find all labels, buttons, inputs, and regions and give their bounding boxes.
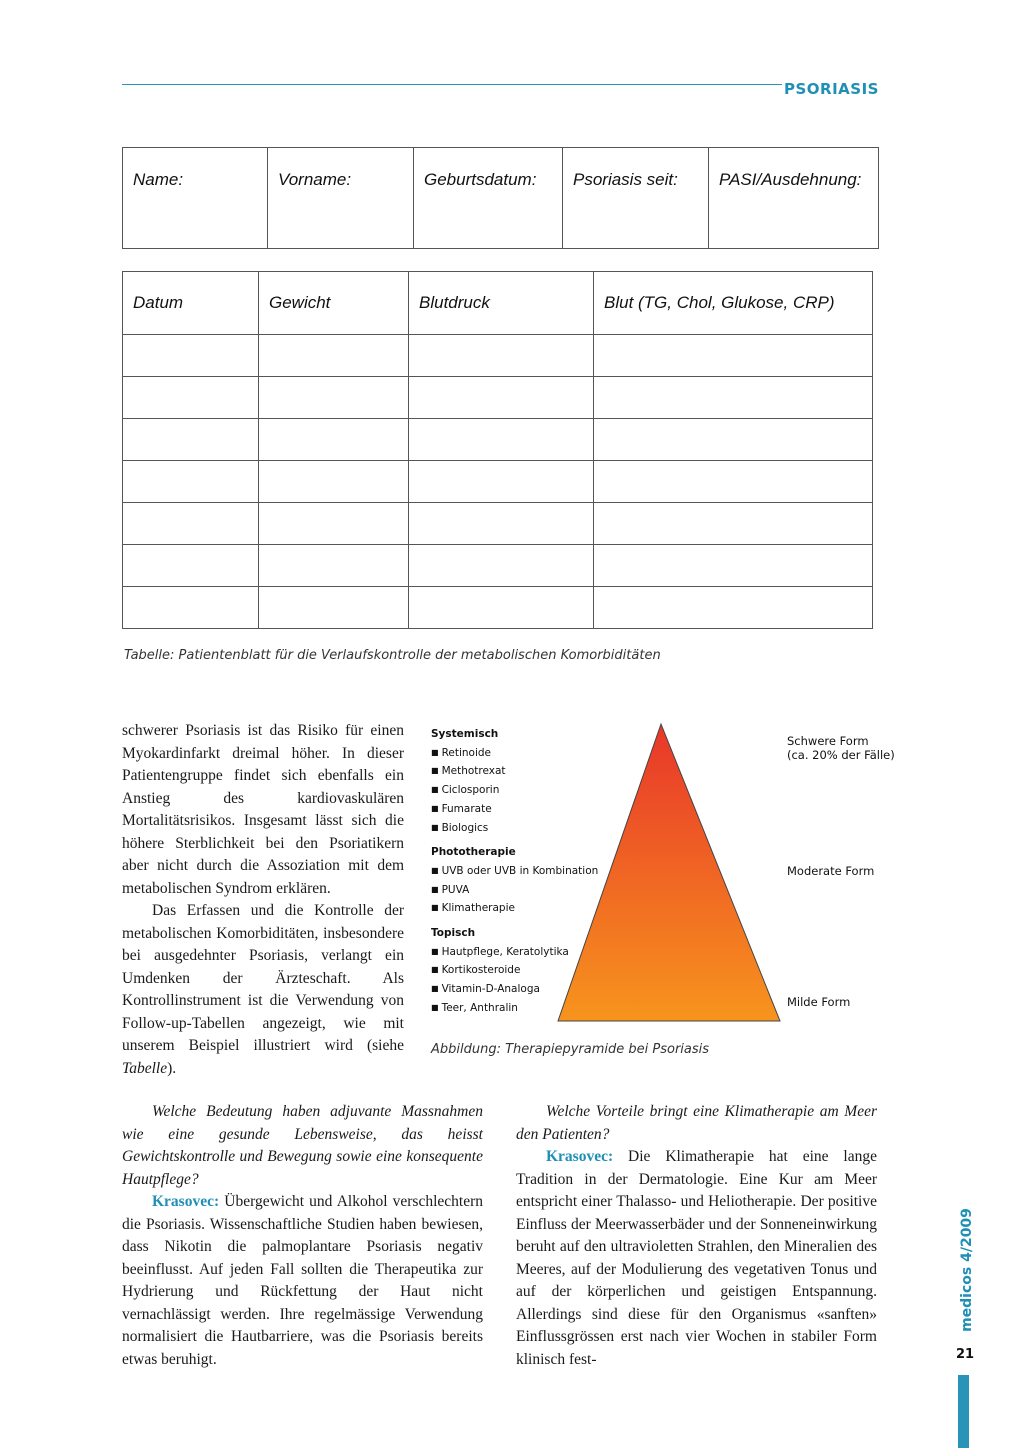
- empty-cell: [594, 587, 873, 629]
- therapy-item: ■ Biologics: [431, 819, 601, 838]
- table-reference: Tabelle: [122, 1059, 168, 1077]
- empty-cell: [409, 545, 594, 587]
- magazine-issue: [954, 1195, 980, 1345]
- interview-answer: [516, 1146, 877, 1371]
- therapy-item: ■ Klimatherapie: [431, 899, 601, 918]
- table-row: [123, 419, 873, 461]
- table-row: [123, 587, 873, 629]
- empty-cell: [259, 461, 409, 503]
- header-cell-datum: Datum: [123, 272, 259, 335]
- empty-cell: [594, 461, 873, 503]
- table-row: [123, 545, 873, 587]
- empty-cell: [409, 377, 594, 419]
- empty-cell: [123, 335, 259, 377]
- header-cell-geburtsdatum: Geburtsdatum:: [414, 148, 563, 249]
- therapy-item: ■ Teer, Anthralin: [431, 999, 601, 1018]
- level-mild: Milde Form: [787, 995, 851, 1009]
- level-severe: [787, 734, 895, 762]
- therapy-item: ■ Kortikosteroide: [431, 961, 601, 980]
- answer-text: Die Klimatherapie hat eine lange Tradition in der Dermatologie. Eine Kur am Meer entspricht einer Thalasso- und Heliotherapie. Der positive Einfluss der Meerwasserbäder und der Sonneneinwirkung beruht auf den ultravioletten Strahlen, den Mineralien des Meeres, auf der Modulierung des vegetativen Tonus und auf der körperlichen und geistigen Entspannung. Allerdings sind diese für den Organismus «sanften» Einflussgrössen erst nach vier Wochen in stabiler Form klinisch fest-: [516, 1148, 877, 1368]
- paragraph: [122, 900, 404, 1080]
- patient-info-table: [122, 147, 879, 249]
- interview-question: Welche Vorteile bringt eine Klimatherapie am Meer den Patienten?: [516, 1103, 877, 1143]
- body-column-left-top: [122, 720, 404, 1080]
- empty-cell: [594, 335, 873, 377]
- side-accent-bar: [958, 1375, 969, 1448]
- header-cell-blut: Blut (TG, Chol, Glukose, CRP): [594, 272, 873, 335]
- pyramid-triangle: [558, 724, 780, 1021]
- header-cell-psoriasis-seit: Psoriasis seit:: [563, 148, 709, 249]
- empty-cell: [123, 461, 259, 503]
- body-column-left-bottom: [122, 1101, 483, 1371]
- paragraph: schwerer Psoriasis ist das Risiko für einen Myokardinfarkt dreimal höher. In dieser Patientengruppe findet sich ebenfalls ein Anstieg des kardiovaskulären Mortalitätsrisikos. Insgesamt lässt sich die höhere Sterblichkeit bei den Psoriatikern aber nicht durch die Assoziation mit dem metabolischen Syndrom erklären.: [122, 722, 404, 897]
- paragraph-text: ).: [167, 1059, 177, 1077]
- table-row: [123, 377, 873, 419]
- therapy-item: ■ PUVA: [431, 881, 601, 900]
- empty-cell: [259, 377, 409, 419]
- therapy-item: ■ Ciclosporin: [431, 781, 601, 800]
- magazine-issue-text: medicos 4/2009: [959, 1208, 975, 1332]
- table-row: [123, 503, 873, 545]
- therapy-group-title: Phototherapie: [431, 846, 516, 859]
- paragraph-text: Das Erfassen und die Kontrolle der metabolischen Komorbiditäten, insbesondere bei ausgedehnter Psoriasis, verlangt ein Umdenken der Ärzteschaft. Als Kontrollinstrument ist die Verwendung von Follow-up-Tabellen angezeigt, wie mit unserem Beispiel illustriert wird (siehe: [122, 902, 404, 1054]
- empty-cell: [123, 503, 259, 545]
- body-column-right-bottom: [516, 1101, 877, 1371]
- empty-cell: [123, 377, 259, 419]
- empty-cell: [409, 503, 594, 545]
- empty-cell: [259, 419, 409, 461]
- empty-cell: [594, 545, 873, 587]
- empty-cell: [594, 503, 873, 545]
- therapy-group-title: Topisch: [431, 927, 476, 940]
- header-cell-name: Name:: [123, 148, 268, 249]
- therapy-item: ■ Hautpflege, Keratolytika: [431, 943, 601, 962]
- interview-answer: [122, 1191, 483, 1371]
- level-severe-note: (ca. 20% der Fälle): [787, 748, 895, 762]
- answer-text: Übergewicht und Alkohol verschlechtern die Psoriasis. Wissenschaftliche Studien haben bewiesen, dass Nikotin die palmoplantare Psoriasis negativ beeinflusst. Auf jeden Fall sollten die Therapeutika zur Hydrierung und Rückfettung der Haut nicht vernachlässigt werden. Ihre regelmässige Verwendung normalisiert die Hautbarriere, was die Psoriasis bereits etwas beruhigt.: [122, 1193, 484, 1368]
- empty-cell: [123, 587, 259, 629]
- therapy-group-title: Systemisch: [431, 728, 499, 740]
- therapy-item: ■ UVB oder UVB in Kombination: [431, 862, 601, 881]
- therapy-item: ■ Fumarate: [431, 800, 601, 819]
- empty-cell: [259, 335, 409, 377]
- empty-cell: [409, 587, 594, 629]
- empty-cell: [123, 419, 259, 461]
- page-number: 21: [956, 1347, 975, 1362]
- therapy-item: ■ Retinoide: [431, 744, 601, 763]
- interview-question: Welche Bedeutung haben adjuvante Massnahmen wie eine gesunde Lebensweise, das heisst Gewichtskontrolle und Bewegung sowie eine konsequente Hautpflege?: [122, 1103, 483, 1188]
- therapy-item: ■ Methotrexat: [431, 762, 601, 781]
- level-moderate: Moderate Form: [787, 864, 875, 878]
- speaker-name: Krasovec:: [546, 1148, 614, 1165]
- table-caption: Tabelle: Patientenblatt für die Verlaufskontrolle der metabolischen Komorbiditäten: [124, 648, 661, 663]
- table-row: [123, 335, 873, 377]
- therapy-pyramid: [555, 720, 787, 1025]
- empty-cell: [409, 335, 594, 377]
- empty-cell: [123, 545, 259, 587]
- followup-table: [122, 271, 873, 629]
- followup-table-body: [123, 335, 873, 629]
- therapy-item: ■ Vitamin-D-Analoga: [431, 980, 601, 999]
- speaker-name: Krasovec:: [152, 1193, 220, 1210]
- empty-cell: [594, 419, 873, 461]
- empty-cell: [409, 461, 594, 503]
- empty-cell: [594, 377, 873, 419]
- table-row: [123, 461, 873, 503]
- section-title: PSORIASIS: [784, 80, 879, 98]
- empty-cell: [259, 587, 409, 629]
- header-cell-gewicht: Gewicht: [259, 272, 409, 335]
- header-cell-blutdruck: Blutdruck: [409, 272, 594, 335]
- header-cell-pasi: PASI/Ausdehnung:: [709, 148, 879, 249]
- empty-cell: [409, 419, 594, 461]
- header-cell-vorname: Vorname:: [268, 148, 414, 249]
- figure-caption: Abbildung: Therapiepyramide bei Psoriasis: [431, 1042, 710, 1057]
- level-severe-label: Schwere Form: [787, 734, 869, 748]
- empty-cell: [259, 503, 409, 545]
- header-rule: [122, 84, 782, 85]
- empty-cell: [259, 545, 409, 587]
